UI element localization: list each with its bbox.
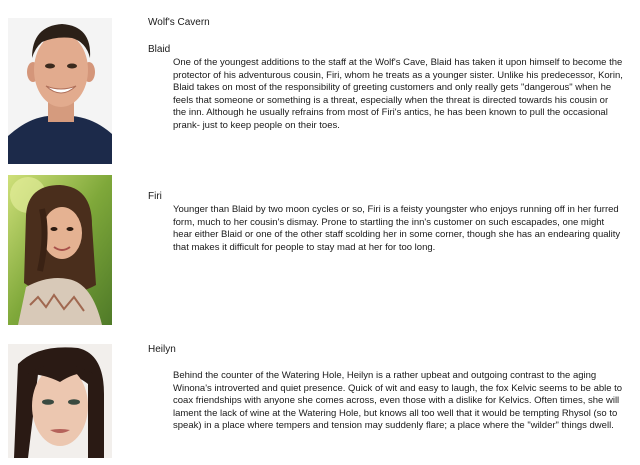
character-bio: One of the youngest additions to the staff at the Wolf's Cave, Blaid has taken it upon himself to become the protector of his adventurous cousin, Firi, whom he treats as a younger sister. Unlike his predecessor, Korin, Blaid takes on most of the responsibility of greeting customers and only really gets "dangerous" when he feels that someone or something is a threat, especially when the threat is directed towards his cousin or the inn. Although he usually refrains from most of Firi's antics, he has been known to pull the occasional prank- just to keep people on their toes. [173,57,623,131]
document-title: Wolf's Cavern [148,17,210,28]
character-bio: Behind the counter of the Watering Hole, Heilyn is a rather upbeat and outgoing contrast to the aging Winona's introverted and quiet presence. Quick of wit and easy to laugh, the fox Kelvic seems to be able to coax friendships with anyone she comes across, even those with a dislike for Kelvics. Often times, she will lament the lack of wine at the Watering Hole, but knows all too well that it would be tempting Rhysol (so to speak) in a place where tempers and tension may suddenly flare; a place where the "wilder" things dwell. [173,370,623,432]
portrait-heilyn [8,344,112,458]
character-name: Firi [148,191,162,202]
portrait-firi [8,175,112,325]
character-name: Blaid [148,44,171,55]
portrait-blaid [8,18,112,164]
character-bio: Younger than Blaid by two moon cycles or so, Firi is a feisty youngster who enjoys running off in her furred form, much to her cousin's dismay. Prone to startling the inn's customer on such escapades, one might hear either Blaid or one of the other staff scolding her in some corner, though she has an endearing quality that makes it difficult for people to stay mad at her for too long. [173,204,621,253]
character-name: Heilyn [148,344,176,355]
